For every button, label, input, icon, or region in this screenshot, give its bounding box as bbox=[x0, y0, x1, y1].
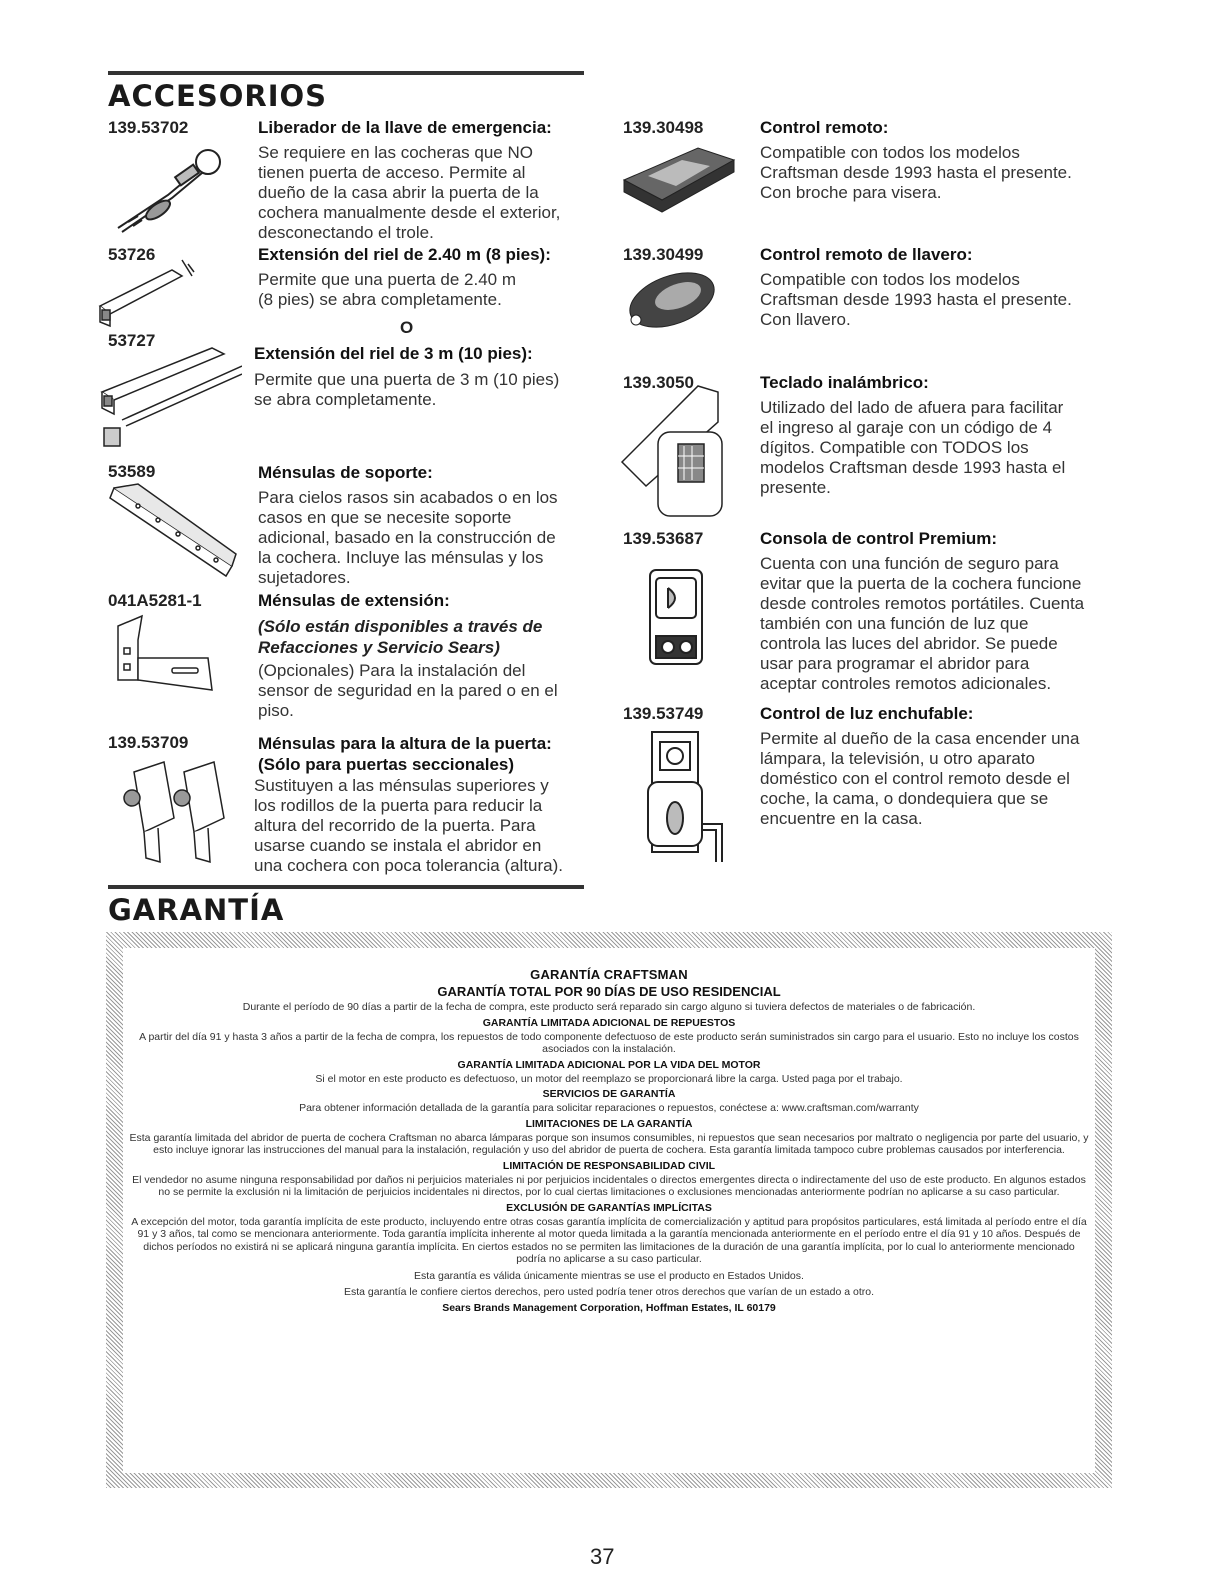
item-code-53727: 53727 bbox=[108, 331, 156, 350]
item-code-139-53709: 139.53709 bbox=[108, 733, 189, 752]
item-title-support-brackets: Ménsulas de soporte: bbox=[258, 463, 433, 482]
warranty-paragraph-us-only: Esta garantía es válida únicamente mientras se use el producto en Estados Unidos. bbox=[414, 1269, 804, 1282]
warranty-paragraph-exclusion: A excepción del motor, toda garantía implícita de este producto, incluyendo entre otras cosas garantía implícita de comercialización y aptitud para propósitos particulares, está limitada al período entre el día 91 y 3 años, tal como se mencionara anteriormente. Toda garantía implícita inherente al motor queda limitada a la garantía mencionada anteriormente en el período entre el día 91 y 10 años. Después de dichos períodos no existirá ni se aplicará ninguna garantía implícita. En ciertos estados no se permiten las limitaciones de la duración de una garantía implícita, por lo cual lo anteriormente mencionado podría no aplicarse a su caso particular. bbox=[131, 1215, 1087, 1265]
warranty-heading-motor: GARANTÍA LIMITADA ADICIONAL POR LA VIDA DEL MOTOR bbox=[457, 1058, 761, 1071]
item-note-sears-only: (Sólo están disponibles a través de Refacciones y Servicio Sears) bbox=[258, 617, 543, 657]
warranty-paragraph-90-days: Durante el período de 90 días a partir de la fecha de compra, este producto será reparado sin cargo alguno si tuviera defectos de materiales o de fabricación. bbox=[242, 1001, 976, 1013]
item-title-remote-control: Control remoto: bbox=[760, 118, 889, 137]
warranty-paragraph-rights: Esta garantía le confiere ciertos derechos, pero usted podría tener otros derechos que varían de un estado a otro. bbox=[344, 1286, 874, 1298]
item-code-139-53749: 139.53749 bbox=[623, 704, 704, 723]
item-code-139-30498: 139.30498 bbox=[623, 118, 704, 137]
keychain-remote-icon bbox=[620, 266, 720, 338]
accessories-title: ACCESORIOS bbox=[108, 79, 328, 113]
item-desc-emergency-release: Se requiere en las cocheras que NO tienen puerta de acceso. Permite al dueño de la casa abrir la puerta de la cochera manualmente desde el exterior, desconectando el trole. bbox=[258, 143, 561, 242]
warranty-paragraph-liability: El vendedor no asume ninguna responsabilidad por daños ni perjuicios materiales ni por perjuicios incidentales o directos emergentes directa o indirectamente del uso de este producto. En algunos estados no se permite la exclusión ni la limitación de perjuicios incidentales ni directos, por lo cual ciertas limitaciones o exclusiones mencionadas anteriormente podrían no aplicarse a su caso particular. bbox=[132, 1173, 1086, 1198]
item-desc-extension-brackets: (Opcionales) Para la instalación del sensor de seguridad en la pared o en el piso. bbox=[258, 661, 558, 720]
remote-control-icon bbox=[618, 140, 740, 216]
warranty-paragraph-parts: A partir del día 91 y hasta 3 años a partir de la fecha de compra, los repuestos de todo componente defectuoso de este producto serán suministrados sin cargo para el usuario. Esto no incluye los costos asociados con la instalación. bbox=[139, 1030, 1079, 1055]
warranty-paragraph-motor: Si el motor en este producto es defectuoso, un motor del reemplazo se proporcionará libre la carga. Usted paga por el trabajo. bbox=[315, 1072, 903, 1085]
warranty-heading-limitations: LIMITACIONES DE LA GARANTÍA bbox=[525, 1117, 693, 1130]
warranty-title: GARANTÍA bbox=[108, 893, 285, 927]
warranty-content bbox=[123, 948, 1095, 1473]
item-desc-keychain-remote: Compatible con todos los modelos Craftsman desde 1993 hasta el presente. Con llavero. bbox=[760, 270, 1072, 329]
warranty-footer: Sears Brands Management Corporation, Hoffman Estates, IL 60179 bbox=[442, 1301, 776, 1314]
warranty-paragraph-limitations: Esta garantía limitada del abridor de puerta de cochera Craftsman no abarca lámparas porque son insumos consumibles, ni repuestos que sean necesarios por maltrato o negligencia por parte del usuario, y esto incluye ignorar las instrucciones del manual para la instalación, regulación y uso del abridor de puerta de cochera. Esta garantía limitada tampoco cubre problemas causados por interferencia. bbox=[129, 1131, 1089, 1156]
warranty-subheading: GARANTÍA TOTAL POR 90 DÍAS DE USO RESIDENCIAL bbox=[437, 984, 781, 999]
item-desc-rail-extension-10: Permite que una puerta de 3 m (10 pies) se abra completamente. bbox=[254, 370, 560, 409]
warranty-box bbox=[106, 932, 1112, 1488]
emergency-key-release-icon bbox=[108, 140, 236, 240]
warranty-heading-services: SERVICIOS DE GARANTÍA bbox=[542, 1088, 676, 1100]
item-code-139-3050: 139.3050 bbox=[623, 373, 694, 392]
item-desc-remote-control: Compatible con todos los modelos Craftsman desde 1993 hasta el presente. Con broche para visera. bbox=[760, 143, 1072, 202]
wireless-keypad-icon bbox=[618, 382, 738, 520]
item-title-control-console: Consola de control Premium: bbox=[760, 529, 998, 548]
item-desc-door-height-brackets: Sustituyen a las ménsulas superiores y los rodillos de la puerta para reducir la altura del recorrido de la puerta. Para usarse cuando se instala el abridor en una cochera con poca tolerancia (altura). bbox=[254, 776, 564, 875]
warranty-top-rule bbox=[108, 885, 584, 889]
item-code-53726: 53726 bbox=[108, 245, 156, 264]
door-height-bracket-icon bbox=[104, 758, 254, 868]
accessories-top-rule bbox=[108, 71, 584, 75]
item-title-rail-extension-10: Extensión del riel de 3 m (10 pies): bbox=[254, 344, 533, 363]
item-title-keychain-remote: Control remoto de llavero: bbox=[760, 245, 973, 264]
item-desc-wireless-keypad: Utilizado del lado de afuera para facilitar el ingreso al garaje con un código de 4 dígitos. Compatible con TODOS los modelos Craftsman desde 1993 hasta el presente. bbox=[760, 398, 1066, 497]
item-desc-rail-extension-8: Permite que una puerta de 2.40 m (8 pies) se abra completamente. bbox=[258, 270, 516, 309]
plug-in-light-control-icon bbox=[646, 728, 742, 862]
warranty-heading: GARANTÍA CRAFTSMAN bbox=[530, 967, 688, 982]
item-desc-plug-in-light-control: Permite al dueño de la casa encender una lámpara, la televisión, u otro aparato doméstico con el control remoto desde el coche, la cama, o dondequiera que se encuentre en la casa. bbox=[760, 729, 1080, 828]
warranty-heading-parts: GARANTÍA LIMITADA ADICIONAL DE REPUESTOS bbox=[482, 1016, 736, 1029]
rail-extension-icon bbox=[92, 258, 202, 328]
or-label: O bbox=[400, 318, 414, 337]
item-title-plug-in-light-control: Control de luz enchufable: bbox=[760, 704, 974, 723]
item-code-139-30499: 139.30499 bbox=[623, 245, 704, 264]
item-desc-support-brackets: Para cielos rasos sin acabados o en los casos en que se necesite soporte adicional, basado en la construcción de la cochera. Incluye las ménsulas y los sujetadores. bbox=[258, 488, 558, 587]
warranty-paragraph-services: Para obtener información detallada de la garantía para solicitar reparaciones o repuestos, conéctese a: www.craftsman.com/warranty bbox=[299, 1102, 919, 1114]
warranty-heading-exclusion: EXCLUSIÓN DE GARANTÍAS IMPLÍCITAS bbox=[506, 1201, 712, 1214]
item-code-53589: 53589 bbox=[108, 462, 156, 481]
item-title-extension-brackets: Ménsulas de extensión: bbox=[258, 591, 450, 610]
extension-bracket-icon bbox=[112, 610, 216, 694]
item-desc-control-console: Cuenta con una función de seguro para evitar que la puerta de la cochera funcione desde controles remotos portátiles. Cuenta también con una función de luz que controla las luces del abridor. Se puede usar para programar el abridor para aceptar controles remotos adicionales. bbox=[760, 554, 1085, 693]
item-title-wireless-keypad: Teclado inalámbrico: bbox=[760, 373, 929, 392]
item-code-139-53702: 139.53702 bbox=[108, 118, 189, 137]
item-code-041a5281-1: 041A5281-1 bbox=[108, 591, 202, 610]
rail-extension-long-icon bbox=[92, 342, 242, 452]
item-title-emergency-release: Liberador de la llave de emergencia: bbox=[258, 118, 552, 137]
control-console-icon bbox=[646, 566, 706, 668]
page-number: 37 bbox=[590, 1544, 615, 1569]
support-bracket-icon bbox=[108, 478, 240, 588]
item-title-door-height-brackets: Ménsulas para la altura de la puerta: (Sólo para puertas seccionales) bbox=[258, 734, 552, 774]
item-code-139-53687: 139.53687 bbox=[623, 529, 704, 548]
item-title-rail-extension-8: Extensión del riel de 2.40 m (8 pies): bbox=[258, 245, 551, 264]
warranty-heading-liability: LIMITACIÓN DE RESPONSABILIDAD CIVIL bbox=[502, 1159, 716, 1172]
